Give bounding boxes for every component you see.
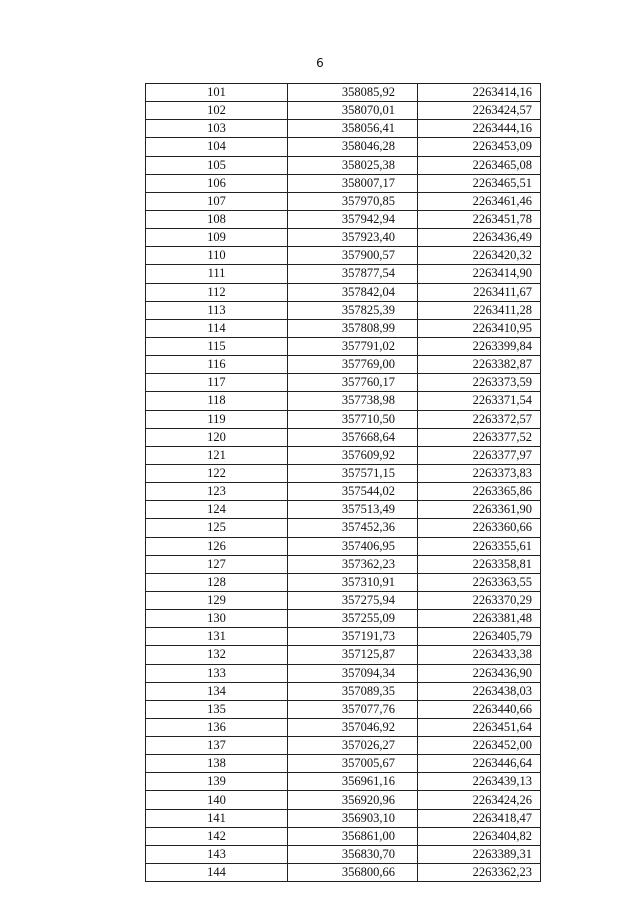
y-coordinate-cell: 2263410,95 xyxy=(418,319,541,337)
point-number-cell: 142 xyxy=(146,827,288,845)
y-coordinate-cell: 2263373,59 xyxy=(418,374,541,392)
x-coordinate-cell: 357513,49 xyxy=(288,501,418,519)
y-coordinate-cell: 2263465,08 xyxy=(418,156,541,174)
x-coordinate-cell: 357970,85 xyxy=(288,192,418,210)
y-coordinate-cell: 2263465,51 xyxy=(418,174,541,192)
table-row xyxy=(146,773,541,791)
x-coordinate-cell: 358046,28 xyxy=(288,138,418,156)
table-row xyxy=(146,265,541,283)
x-coordinate-cell: 357842,04 xyxy=(288,283,418,301)
point-number-cell: 108 xyxy=(146,210,288,228)
point-number-cell: 144 xyxy=(146,864,288,882)
x-coordinate-cell: 356800,66 xyxy=(288,864,418,882)
table-row xyxy=(146,519,541,537)
y-coordinate-cell: 2263377,97 xyxy=(418,446,541,464)
y-coordinate-cell: 2263411,67 xyxy=(418,283,541,301)
y-coordinate-cell: 2263424,26 xyxy=(418,791,541,809)
point-number-cell: 140 xyxy=(146,791,288,809)
point-number-cell: 104 xyxy=(146,138,288,156)
table-row xyxy=(146,247,541,265)
y-coordinate-cell: 2263414,90 xyxy=(418,265,541,283)
x-coordinate-cell: 357710,50 xyxy=(288,410,418,428)
y-coordinate-cell: 2263453,09 xyxy=(418,138,541,156)
table-row xyxy=(146,301,541,319)
y-coordinate-cell: 2263362,23 xyxy=(418,864,541,882)
table-row xyxy=(146,682,541,700)
point-number-cell: 119 xyxy=(146,410,288,428)
y-coordinate-cell: 2263360,66 xyxy=(418,519,541,537)
y-coordinate-cell: 2263436,49 xyxy=(418,229,541,247)
table-row xyxy=(146,809,541,827)
x-coordinate-cell: 357738,98 xyxy=(288,392,418,410)
point-number-cell: 109 xyxy=(146,229,288,247)
y-coordinate-cell: 2263439,13 xyxy=(418,773,541,791)
x-coordinate-cell: 357808,99 xyxy=(288,319,418,337)
point-number-cell: 132 xyxy=(146,646,288,664)
x-coordinate-cell: 357005,67 xyxy=(288,755,418,773)
point-number-cell: 130 xyxy=(146,610,288,628)
point-number-cell: 115 xyxy=(146,337,288,355)
point-number-cell: 127 xyxy=(146,555,288,573)
table-row xyxy=(146,646,541,664)
table-row xyxy=(146,120,541,138)
y-coordinate-cell: 2263436,90 xyxy=(418,664,541,682)
y-coordinate-cell: 2263424,57 xyxy=(418,102,541,120)
y-coordinate-cell: 2263371,54 xyxy=(418,392,541,410)
x-coordinate-cell: 357310,91 xyxy=(288,573,418,591)
x-coordinate-cell: 357609,92 xyxy=(288,446,418,464)
y-coordinate-cell: 2263420,32 xyxy=(418,247,541,265)
table-row xyxy=(146,210,541,228)
table-row xyxy=(146,374,541,392)
table-row xyxy=(146,428,541,446)
x-coordinate-cell: 357900,57 xyxy=(288,247,418,265)
x-coordinate-cell: 357571,15 xyxy=(288,464,418,482)
table-row xyxy=(146,591,541,609)
point-number-cell: 125 xyxy=(146,519,288,537)
point-number-cell: 128 xyxy=(146,573,288,591)
x-coordinate-cell: 358070,01 xyxy=(288,102,418,120)
point-number-cell: 114 xyxy=(146,319,288,337)
point-number-cell: 101 xyxy=(146,84,288,102)
table-row xyxy=(146,483,541,501)
x-coordinate-cell: 356920,96 xyxy=(288,791,418,809)
point-number-cell: 116 xyxy=(146,356,288,374)
x-coordinate-cell: 357791,02 xyxy=(288,337,418,355)
x-coordinate-cell: 357255,09 xyxy=(288,610,418,628)
x-coordinate-cell: 357668,64 xyxy=(288,428,418,446)
table-row xyxy=(146,664,541,682)
x-coordinate-cell: 357191,73 xyxy=(288,628,418,646)
table-row xyxy=(146,628,541,646)
y-coordinate-cell: 2263382,87 xyxy=(418,356,541,374)
table-row xyxy=(146,102,541,120)
table-row xyxy=(146,501,541,519)
coordinates-table xyxy=(145,83,541,882)
x-coordinate-cell: 357825,39 xyxy=(288,301,418,319)
table-row xyxy=(146,229,541,247)
point-number-cell: 124 xyxy=(146,501,288,519)
table-row xyxy=(146,464,541,482)
y-coordinate-cell: 2263444,16 xyxy=(418,120,541,138)
x-coordinate-cell: 357760,17 xyxy=(288,374,418,392)
table-row xyxy=(146,555,541,573)
table-row xyxy=(146,446,541,464)
table-row xyxy=(146,791,541,809)
point-number-cell: 113 xyxy=(146,301,288,319)
x-coordinate-cell: 357089,35 xyxy=(288,682,418,700)
point-number-cell: 102 xyxy=(146,102,288,120)
x-coordinate-cell: 357362,23 xyxy=(288,555,418,573)
x-coordinate-cell: 358025,38 xyxy=(288,156,418,174)
y-coordinate-cell: 2263355,61 xyxy=(418,537,541,555)
table-row xyxy=(146,283,541,301)
y-coordinate-cell: 2263418,47 xyxy=(418,809,541,827)
x-coordinate-cell: 358085,92 xyxy=(288,84,418,102)
x-coordinate-cell: 358056,41 xyxy=(288,120,418,138)
point-number-cell: 122 xyxy=(146,464,288,482)
point-number-cell: 121 xyxy=(146,446,288,464)
x-coordinate-cell: 357544,02 xyxy=(288,483,418,501)
x-coordinate-cell: 357452,36 xyxy=(288,519,418,537)
page-number: 6 xyxy=(316,56,324,70)
table-row xyxy=(146,700,541,718)
x-coordinate-cell: 357125,87 xyxy=(288,646,418,664)
point-number-cell: 141 xyxy=(146,809,288,827)
table-row xyxy=(146,718,541,736)
x-coordinate-cell: 358007,17 xyxy=(288,174,418,192)
x-coordinate-cell: 357406,95 xyxy=(288,537,418,555)
y-coordinate-cell: 2263361,90 xyxy=(418,501,541,519)
y-coordinate-cell: 2263381,48 xyxy=(418,610,541,628)
y-coordinate-cell: 2263438,03 xyxy=(418,682,541,700)
point-number-cell: 112 xyxy=(146,283,288,301)
table-row xyxy=(146,356,541,374)
x-coordinate-cell: 357923,40 xyxy=(288,229,418,247)
x-coordinate-cell: 356961,16 xyxy=(288,773,418,791)
point-number-cell: 133 xyxy=(146,664,288,682)
y-coordinate-cell: 2263399,84 xyxy=(418,337,541,355)
y-coordinate-cell: 2263451,78 xyxy=(418,210,541,228)
y-coordinate-cell: 2263389,31 xyxy=(418,845,541,863)
x-coordinate-cell: 357275,94 xyxy=(288,591,418,609)
x-coordinate-cell: 357094,34 xyxy=(288,664,418,682)
point-number-cell: 105 xyxy=(146,156,288,174)
table-row xyxy=(146,319,541,337)
y-coordinate-cell: 2263372,57 xyxy=(418,410,541,428)
y-coordinate-cell: 2263365,86 xyxy=(418,483,541,501)
point-number-cell: 110 xyxy=(146,247,288,265)
point-number-cell: 117 xyxy=(146,374,288,392)
y-coordinate-cell: 2263373,83 xyxy=(418,464,541,482)
point-number-cell: 139 xyxy=(146,773,288,791)
table-row xyxy=(146,827,541,845)
y-coordinate-cell: 2263370,29 xyxy=(418,591,541,609)
table-row xyxy=(146,537,541,555)
point-number-cell: 111 xyxy=(146,265,288,283)
point-number-cell: 129 xyxy=(146,591,288,609)
table-row xyxy=(146,573,541,591)
table-row xyxy=(146,755,541,773)
y-coordinate-cell: 2263404,82 xyxy=(418,827,541,845)
y-coordinate-cell: 2263377,52 xyxy=(418,428,541,446)
y-coordinate-cell: 2263446,64 xyxy=(418,755,541,773)
x-coordinate-cell: 356903,10 xyxy=(288,809,418,827)
y-coordinate-cell: 2263452,00 xyxy=(418,737,541,755)
point-number-cell: 143 xyxy=(146,845,288,863)
point-number-cell: 135 xyxy=(146,700,288,718)
x-coordinate-cell: 356861,00 xyxy=(288,827,418,845)
point-number-cell: 107 xyxy=(146,192,288,210)
x-coordinate-cell: 357026,27 xyxy=(288,737,418,755)
table-row xyxy=(146,156,541,174)
point-number-cell: 138 xyxy=(146,755,288,773)
table-row xyxy=(146,192,541,210)
coordinates-table-body xyxy=(146,84,541,882)
point-number-cell: 118 xyxy=(146,392,288,410)
point-number-cell: 120 xyxy=(146,428,288,446)
x-coordinate-cell: 357077,76 xyxy=(288,700,418,718)
point-number-cell: 106 xyxy=(146,174,288,192)
table-row xyxy=(146,337,541,355)
y-coordinate-cell: 2263461,46 xyxy=(418,192,541,210)
y-coordinate-cell: 2263414,16 xyxy=(418,84,541,102)
point-number-cell: 126 xyxy=(146,537,288,555)
x-coordinate-cell: 357877,54 xyxy=(288,265,418,283)
table-row xyxy=(146,410,541,428)
table-row xyxy=(146,845,541,863)
y-coordinate-cell: 2263405,79 xyxy=(418,628,541,646)
y-coordinate-cell: 2263363,55 xyxy=(418,573,541,591)
table-row xyxy=(146,138,541,156)
y-coordinate-cell: 2263358,81 xyxy=(418,555,541,573)
x-coordinate-cell: 357046,92 xyxy=(288,718,418,736)
table-row xyxy=(146,864,541,882)
x-coordinate-cell: 357942,94 xyxy=(288,210,418,228)
point-number-cell: 131 xyxy=(146,628,288,646)
point-number-cell: 123 xyxy=(146,483,288,501)
point-number-cell: 103 xyxy=(146,120,288,138)
table-row xyxy=(146,392,541,410)
point-number-cell: 134 xyxy=(146,682,288,700)
point-number-cell: 137 xyxy=(146,737,288,755)
table-row xyxy=(146,737,541,755)
y-coordinate-cell: 2263411,28 xyxy=(418,301,541,319)
x-coordinate-cell: 357769,00 xyxy=(288,356,418,374)
y-coordinate-cell: 2263440,66 xyxy=(418,700,541,718)
x-coordinate-cell: 356830,70 xyxy=(288,845,418,863)
table-row xyxy=(146,610,541,628)
point-number-cell: 136 xyxy=(146,718,288,736)
y-coordinate-cell: 2263433,38 xyxy=(418,646,541,664)
table-row xyxy=(146,174,541,192)
table-row xyxy=(146,84,541,102)
y-coordinate-cell: 2263451,64 xyxy=(418,718,541,736)
